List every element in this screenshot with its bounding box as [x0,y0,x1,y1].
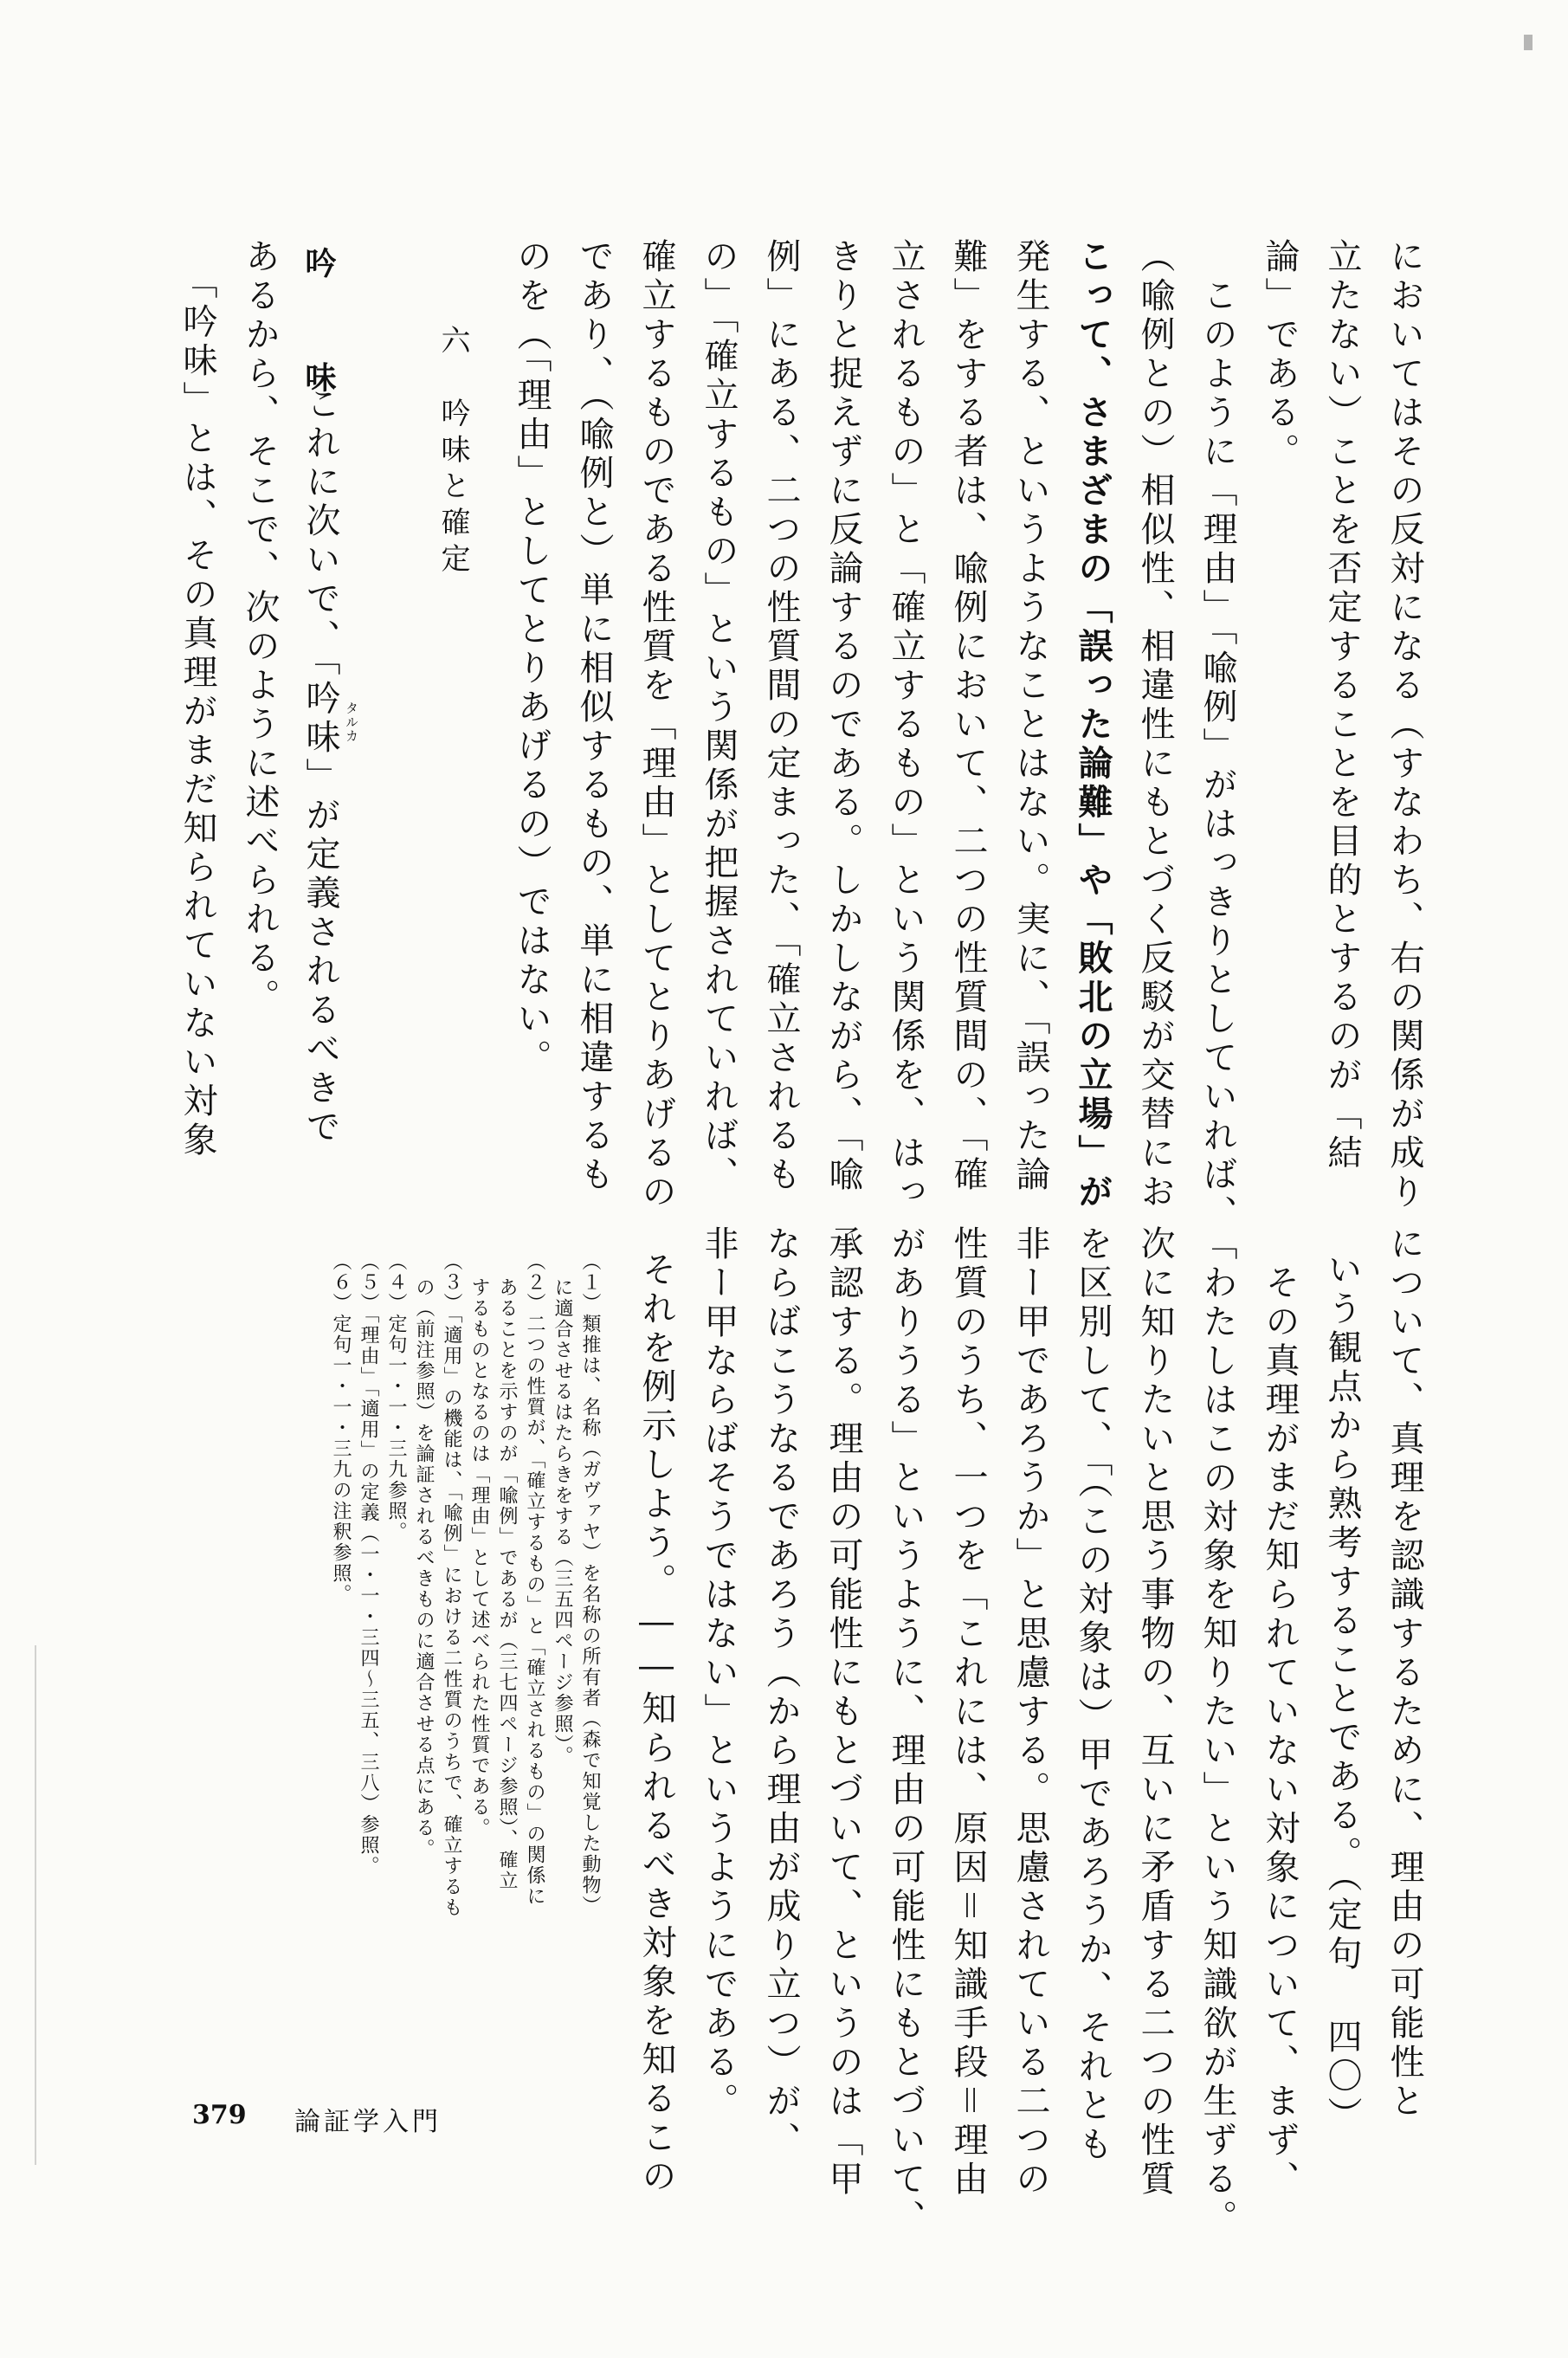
footnote-line: （２）二つの性質が、「確立するもの」と「確立されるもの」の関係に [524,1251,545,1907]
corner-mark [1524,35,1533,50]
term-line: あるから、そこで、次のように述べられる。 [240,238,280,1017]
footnote-line: に適合させるはたらきをする（三五四ページ参照）。 [552,1277,573,1767]
upper-line: のを（「理由」としてとりあげるの）ではない。 [512,238,552,1078]
upper-line: （喩例との）相似性、相違性にもとづく反駁が交替にお [1135,238,1175,1212]
lower-line: いう観点から熟考することである。（定句 四〇） [1322,1251,1362,2135]
footnote-line: するものとなるのは「理由」として述べられた性質である。 [468,1277,490,1838]
page-footer [0,2100,1568,2135]
footnote-line: （３）「適用」の機能は、「喩例」における二性質のうちで、確立するも [441,1251,462,1918]
lower-line: を区別して、「（この対象は）甲であろうか、それとも [1073,1225,1113,2165]
upper-line: このように「理由」「喩例」がはっきりとしていれば、 [1197,238,1237,1234]
upper-line: 例」にある、二つの性質間の定まった、「確立されるも [761,238,801,1195]
footnote-line: （１）類推は、名称（ガヴァヤ）を名称の所有者（森で知覚した動物） [579,1251,601,1916]
upper-line: 難」をする者は、喩例において、二つの性質間の、「確 [948,238,988,1195]
book-title: 論証学入門 [294,2107,442,2137]
lower-line: 承認する。理由の可能性にもとづいて、というのは「甲 [823,1225,863,2200]
lower-line: ならばこうなるであろう（から理由が成り立つ）が、 [761,1225,801,2161]
lower-line: について、真理を認識するために、理由の可能性と [1384,1225,1424,2122]
page-number: 379 [192,2100,247,2130]
upper-line: 確立するものである性質を「理由」としてとりあげるの [636,238,676,1212]
upper-line: の」「確立するもの」という関係が把握されていれば、 [699,238,739,1195]
footnote-line: （５）「理由」「適用」の定義（一・一・三四～三五、三八）参照。 [358,1251,379,1877]
upper-line: 立されるもの」と「確立するもの」という関係を、はっ [886,238,926,1212]
section-heading: 六 吟味と確定 [436,325,470,579]
upper-line: 発生する、というようなことはない。実に、「誤った論 [1010,238,1050,1195]
lower-line: それを例示しよう。――知られるべき対象を知るこの [636,1251,676,2197]
ruby-annotation: タルカ [344,701,359,743]
upper-line: 論」である。 [1260,238,1300,472]
lower-line: がありうる」というように、理由の可能性にもとづいて、 [886,1225,926,2238]
term-line: 「吟味」とは、その真理がまだ知られていない対象 [177,264,217,1160]
term-label: 吟 味 [300,247,337,418]
lower-line: 「わたしはこの対象を知りたい」という知識欲が生ずる。 [1197,1225,1237,2238]
footnote-line: （６）定句一・一・三九の注釈参照。 [330,1251,352,1605]
footnote-line: の（前注参照）を論証されるべきものに適合させる点にある。 [413,1277,435,1859]
lower-line: 非ー甲ならばそうではない」というようにである。 [699,1225,739,2122]
lower-line: 次に知りたいと思う事物の、互いに矛盾する二つの性質 [1135,1225,1175,2200]
lower-line: その真理がまだ知られていない対象について、まず、 [1260,1225,1300,2200]
footnote-line: （４）定句一・一・三九参照。 [385,1251,407,1542]
upper-line: 立たない）ことを否定することを目的とするのが「結 [1322,238,1362,1173]
lower-line: 性質のうち、一つを「これには、原因＝知識手段＝理由 [948,1225,988,2200]
footnote-line: あることを示すのが「喩例」であるが（三七四ページ参照）、確立 [496,1277,518,1891]
upper-line: こって、さまざまの「誤った論難」や「敗北の立場」が [1073,238,1113,1212]
left-margin-line [35,1645,36,2165]
lower-line: 非ー甲であろうか」と思慮する。思慮されている二つの [1010,1225,1050,2200]
upper-line: きりと捉えずに反論するのである。しかしながら、「喩 [823,238,863,1195]
upper-line: であり、（喩例と）単に相似するもの、単に相違するも [574,238,614,1195]
term-line: これに次いで、「吟味」が定義されるべきで [300,385,340,1147]
upper-line: においてはその反対になる（すなわち、右の関係が成り [1384,238,1424,1212]
